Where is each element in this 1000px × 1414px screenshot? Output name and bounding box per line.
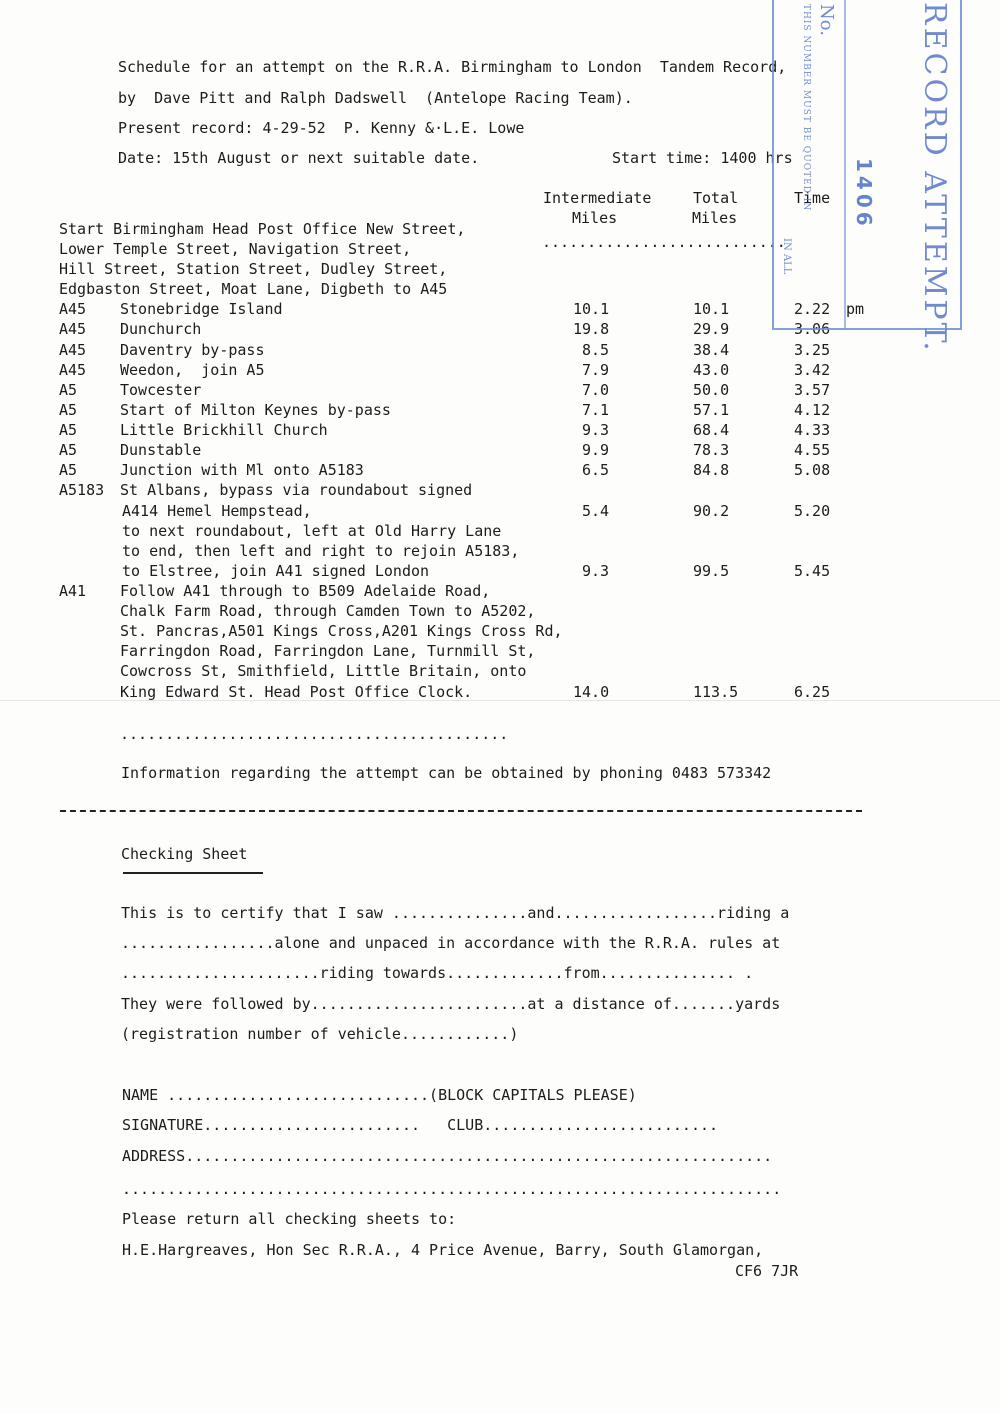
time-value: 3.06 <box>794 320 831 338</box>
route-description: Follow A41 through to B509 Adelaide Road, <box>120 582 491 600</box>
certify-line: They were followed by........................at a distance of.......yards <box>121 995 781 1013</box>
total-miles: 50.0 <box>693 381 730 399</box>
route-description: Dunchurch <box>120 320 202 338</box>
time-value: 6.25 <box>794 683 831 701</box>
route-description: Farringdon Road, Farringdon Lane, Turnmill St, <box>120 642 536 660</box>
info-line: Information regarding the attempt can be obtained by phoning 0483 573342 <box>121 764 772 782</box>
route-description: Junction with Ml onto A5183 <box>120 461 364 479</box>
road-code: A41 <box>59 582 87 600</box>
road-code: A5 <box>59 441 78 459</box>
time-value: 5.45 <box>794 562 831 580</box>
total-miles: 68.4 <box>693 421 730 439</box>
road-code: A5 <box>59 461 78 479</box>
route-description: Dunstable <box>120 441 202 459</box>
route-description: Chalk Farm Road, through Camden Town to A5202, <box>120 602 536 620</box>
checking-sheet-title: Checking Sheet <box>121 845 248 863</box>
total-miles: 43.0 <box>693 361 730 379</box>
start-line: Edgbaston Street, Moat Lane, Digbeth to A45 <box>59 280 448 298</box>
road-code: A5 <box>59 401 78 419</box>
road-code: A5183 <box>59 481 105 499</box>
total-miles: 38.4 <box>693 341 730 359</box>
present-record-line: Present record: 4-29-52 P. Kenny &·L.E. Lowe <box>118 119 525 137</box>
road-code: A45 <box>59 341 87 359</box>
total-miles: 90.2 <box>693 502 730 520</box>
route-description: to Elstree, join A41 signed London <box>122 562 430 580</box>
total-miles: 113.5 <box>693 683 739 701</box>
stamp-small-text-2: IN ALL <box>781 238 792 275</box>
intermediate-miles: 9.3 <box>582 562 610 580</box>
title-line: Schedule for an attempt on the R.R.A. Birmingham to London Tandem Record, <box>118 58 787 76</box>
road-code: A45 <box>59 320 87 338</box>
header-dotted-rule: ........................... <box>542 233 786 251</box>
total-miles: 84.8 <box>693 461 730 479</box>
certify-line: .................alone and unpaced in accordance with the R.R.A. rules at <box>121 934 781 952</box>
route-description: St Albans, bypass via roundabout signed <box>120 481 473 499</box>
intermediate-miles: 9.3 <box>582 421 610 439</box>
road-code: A5 <box>59 421 78 439</box>
total-miles: 10.1 <box>693 300 730 318</box>
route-description: King Edward St. Head Post Office Clock. <box>120 683 473 701</box>
intermediate-miles: 5.4 <box>582 502 610 520</box>
start-line: Start Birmingham Head Post Office New Street, <box>59 220 466 238</box>
route-description: Start of Milton Keynes by-pass <box>120 401 391 419</box>
intermediate-miles: 10.1 <box>573 300 610 318</box>
route-description: Stonebridge Island <box>120 300 283 318</box>
total-miles: 78.3 <box>693 441 730 459</box>
stamp-no-label: No. <box>816 4 837 36</box>
riders-line: by Dave Pitt and Ralph Dadswell (Antelope Racing Team). <box>118 89 633 107</box>
certify-line: This is to certify that I saw ...............and..................riding a <box>121 904 790 922</box>
route-description: to end, then left and right to rejoin A5183, <box>122 542 520 560</box>
certify-line: ......................riding towards.............from............... . <box>121 964 754 982</box>
intermediate-miles: 8.5 <box>582 341 610 359</box>
address-field-continued: ......................................................................... <box>122 1180 782 1198</box>
intermediate-miles: 14.0 <box>573 683 610 701</box>
time-suffix: pm <box>846 300 865 318</box>
start-line: Hill Street, Station Street, Dudley Street, <box>59 260 448 278</box>
start-line: Lower Temple Street, Navigation Street, <box>59 240 412 258</box>
time-value: 3.25 <box>794 341 831 359</box>
stamp-divider <box>844 0 846 328</box>
title-underline <box>123 872 263 874</box>
intermediate-miles: 7.9 <box>582 361 610 379</box>
stamp-title: RECORD ATTEMPT. <box>917 2 952 354</box>
route-description: St. Pancras,A501 Kings Cross,A201 Kings Cross Rd, <box>120 622 563 640</box>
stamp-small-text: THIS NUMBER MUST BE QUOTED IN <box>801 4 811 212</box>
address-field: ADDRESS................................................................. <box>122 1147 773 1165</box>
time-value: 4.55 <box>794 441 831 459</box>
return-instruction: Please return all checking sheets to: <box>122 1210 457 1228</box>
intermediate-miles: 19.8 <box>573 320 610 338</box>
stamp-number: 1406 <box>852 158 876 230</box>
dashed-separator <box>60 810 862 812</box>
intermediate-miles: 7.1 <box>582 401 610 419</box>
col-total-miles: Miles <box>692 209 738 227</box>
road-code: A45 <box>59 300 87 318</box>
total-miles: 99.5 <box>693 562 730 580</box>
route-description: Daventry by-pass <box>120 341 265 359</box>
time-value: 3.42 <box>794 361 831 379</box>
time-value: 3.57 <box>794 381 831 399</box>
route-description: A414 Hemel Hempstead, <box>122 502 312 520</box>
col-intermediate-miles: Miles <box>572 209 618 227</box>
total-miles: 29.9 <box>693 320 730 338</box>
route-description: Towcester <box>120 381 202 399</box>
end-dotted-rule: ........................................... <box>120 725 509 743</box>
intermediate-miles: 7.0 <box>582 381 610 399</box>
time-value: 4.33 <box>794 421 831 439</box>
route-description: to next roundabout, left at Old Harry Lane <box>122 522 502 540</box>
time-value: 5.08 <box>794 461 831 479</box>
time-value: 2.22 <box>794 300 831 318</box>
route-description: Little Brickhill Church <box>120 421 328 439</box>
start-time: Start time: 1400 hrs <box>612 149 793 167</box>
col-intermediate-label: Intermediate <box>543 189 652 207</box>
route-description: Cowcross St, Smithfield, Little Britain, onto <box>120 662 527 680</box>
intermediate-miles: 9.9 <box>582 441 610 459</box>
return-address: H.E.Hargreaves, Hon Sec R.R.A., 4 Price Avenue, Barry, South Glamorgan, <box>122 1241 764 1259</box>
return-postcode: CF6 7JR <box>735 1262 799 1280</box>
certify-line: (registration number of vehicle............) <box>121 1025 519 1043</box>
name-field: NAME .............................(BLOCK CAPITALS PLEASE) <box>122 1086 637 1104</box>
road-code: A45 <box>59 361 87 379</box>
total-miles: 57.1 <box>693 401 730 419</box>
route-description: Weedon, join A5 <box>120 361 265 379</box>
time-value: 5.20 <box>794 502 831 520</box>
date-line: Date: 15th August or next suitable date. <box>118 149 480 167</box>
col-time-label: Time <box>794 189 831 207</box>
signature-club-field: SIGNATURE........................ CLUB.......................... <box>122 1116 719 1134</box>
road-code: A5 <box>59 381 78 399</box>
intermediate-miles: 6.5 <box>582 461 610 479</box>
time-value: 4.12 <box>794 401 831 419</box>
col-total-label: Total <box>693 189 739 207</box>
